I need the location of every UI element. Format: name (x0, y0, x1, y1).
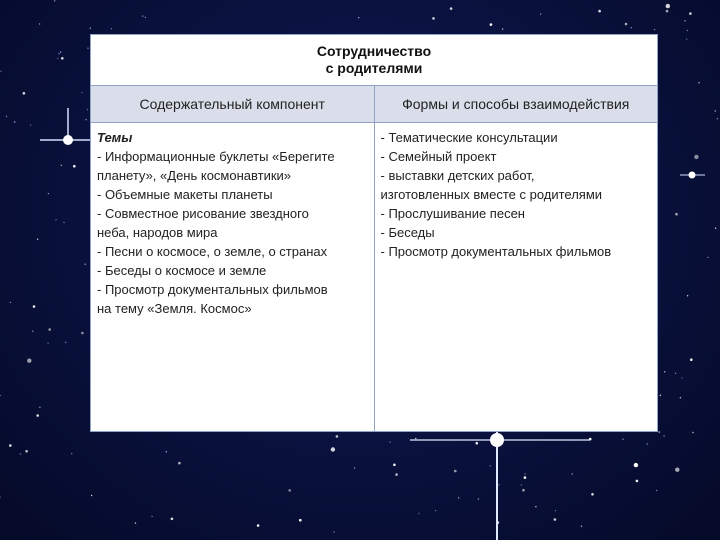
star (111, 28, 112, 29)
list-item: - Прослушивание песен (380, 206, 525, 221)
star (65, 342, 66, 343)
column-header-forms: Формы и способы взаимодействия (374, 86, 658, 123)
star (39, 23, 40, 24)
list-item: - выставки детских работ, (380, 168, 535, 183)
star (30, 125, 31, 126)
star (692, 432, 693, 433)
star (498, 484, 499, 485)
star (656, 490, 657, 491)
list-item: изготовленных вместе с родителями (380, 187, 603, 202)
topics-label: Темы (97, 130, 133, 145)
star (61, 165, 62, 166)
star (178, 462, 181, 465)
star (625, 23, 628, 26)
star (707, 257, 708, 258)
list-item: - Просмотр документальных фильмов (380, 244, 612, 259)
table-title-line: с родителями (325, 60, 423, 76)
star (535, 506, 536, 507)
star (151, 516, 152, 517)
star (39, 407, 40, 408)
star (524, 476, 527, 479)
column-header-content: Содержательный компонент (91, 86, 375, 123)
star (687, 30, 688, 31)
star (90, 28, 91, 29)
star (591, 493, 594, 496)
star (654, 29, 655, 30)
star (58, 53, 59, 54)
star (450, 7, 453, 10)
star (664, 371, 665, 372)
list-item: - Объемные макеты планеты (97, 187, 273, 202)
star (6, 116, 7, 117)
bright-star-right (680, 172, 705, 179)
star (690, 358, 693, 361)
star (636, 480, 639, 483)
star (572, 473, 573, 474)
star (684, 20, 685, 21)
star (540, 13, 541, 14)
star (33, 305, 36, 308)
star (358, 17, 359, 18)
star (415, 438, 416, 439)
star (14, 121, 15, 122)
star (333, 531, 334, 532)
star (54, 0, 55, 1)
star (418, 513, 419, 514)
list-item: неба, народов мира (97, 225, 218, 240)
star (37, 239, 38, 240)
star (634, 463, 638, 467)
star (73, 165, 76, 168)
star (663, 435, 664, 436)
star (622, 439, 623, 440)
star (393, 464, 396, 467)
star (502, 28, 503, 29)
star (57, 58, 58, 59)
star (647, 443, 648, 444)
star (0, 497, 1, 498)
star (715, 110, 716, 111)
star (354, 467, 355, 468)
star (689, 12, 692, 15)
list-item: - Совместное рисование звездного (97, 206, 309, 221)
star (36, 414, 39, 417)
star (85, 264, 86, 265)
star (20, 453, 21, 454)
star (48, 193, 49, 194)
star (87, 48, 88, 49)
star (91, 495, 92, 496)
star (60, 52, 61, 53)
star (681, 377, 682, 378)
star (675, 468, 679, 472)
star (435, 510, 436, 511)
bright-star-left (40, 108, 96, 145)
table-title-cell (91, 35, 658, 86)
star (32, 331, 33, 332)
star (524, 473, 525, 474)
star (680, 397, 681, 398)
list-item: - Тематические консультации (380, 130, 558, 145)
list-item: - Семейный проект (380, 149, 497, 164)
star (666, 4, 670, 8)
star (454, 470, 457, 473)
star (675, 373, 676, 374)
list-item: - Просмотр документальных фильмов (97, 282, 328, 297)
star (631, 27, 632, 28)
star (659, 431, 660, 432)
star (687, 295, 688, 296)
star (63, 222, 64, 223)
star (694, 155, 698, 159)
star (142, 15, 143, 16)
star (9, 444, 12, 447)
star (135, 522, 136, 523)
star (660, 395, 661, 396)
content-component-cell (91, 123, 375, 432)
star (675, 213, 678, 216)
bright-star-bottom (410, 420, 590, 540)
star (87, 109, 88, 110)
star (715, 228, 716, 229)
star (48, 328, 51, 331)
star (554, 518, 557, 521)
star (476, 442, 479, 445)
list-item: - Беседы (380, 225, 435, 240)
star (47, 342, 48, 343)
star (71, 453, 72, 454)
star (257, 524, 260, 527)
star (166, 451, 167, 452)
star (686, 39, 687, 40)
star (171, 518, 174, 521)
star (581, 526, 582, 527)
star (458, 497, 459, 498)
star (81, 332, 84, 335)
star (478, 498, 479, 499)
star (336, 435, 339, 438)
star (288, 489, 291, 492)
star (389, 441, 390, 442)
star (432, 17, 435, 20)
star (10, 302, 11, 303)
star (490, 23, 493, 26)
list-item: планету», «День космонавтики» (97, 168, 292, 183)
star (522, 489, 525, 492)
star (490, 465, 491, 466)
star (23, 92, 26, 95)
cooperation-table (90, 34, 658, 432)
star (717, 118, 718, 119)
star (85, 119, 86, 120)
list-item: - Беседы о космосе и земле (97, 263, 267, 278)
star (27, 359, 31, 363)
star (555, 510, 556, 511)
interaction-forms-cell (374, 123, 658, 432)
list-item: - Песни о космосе, о земле, о странах (97, 244, 328, 259)
star (0, 71, 1, 72)
table-title-line: Сотрудничество (316, 43, 432, 59)
star (598, 10, 601, 13)
star (299, 519, 302, 522)
star (55, 219, 56, 220)
star (81, 92, 82, 93)
star (61, 57, 64, 60)
star (145, 17, 146, 18)
star (698, 82, 699, 83)
list-item: - Информационные буклеты «Берегите (97, 149, 335, 164)
star (395, 473, 398, 476)
star (521, 484, 522, 485)
star (25, 450, 28, 453)
star (331, 447, 335, 451)
list-item: на тему «Земля. Космос» (97, 301, 252, 316)
star (0, 395, 1, 396)
star (666, 10, 669, 13)
